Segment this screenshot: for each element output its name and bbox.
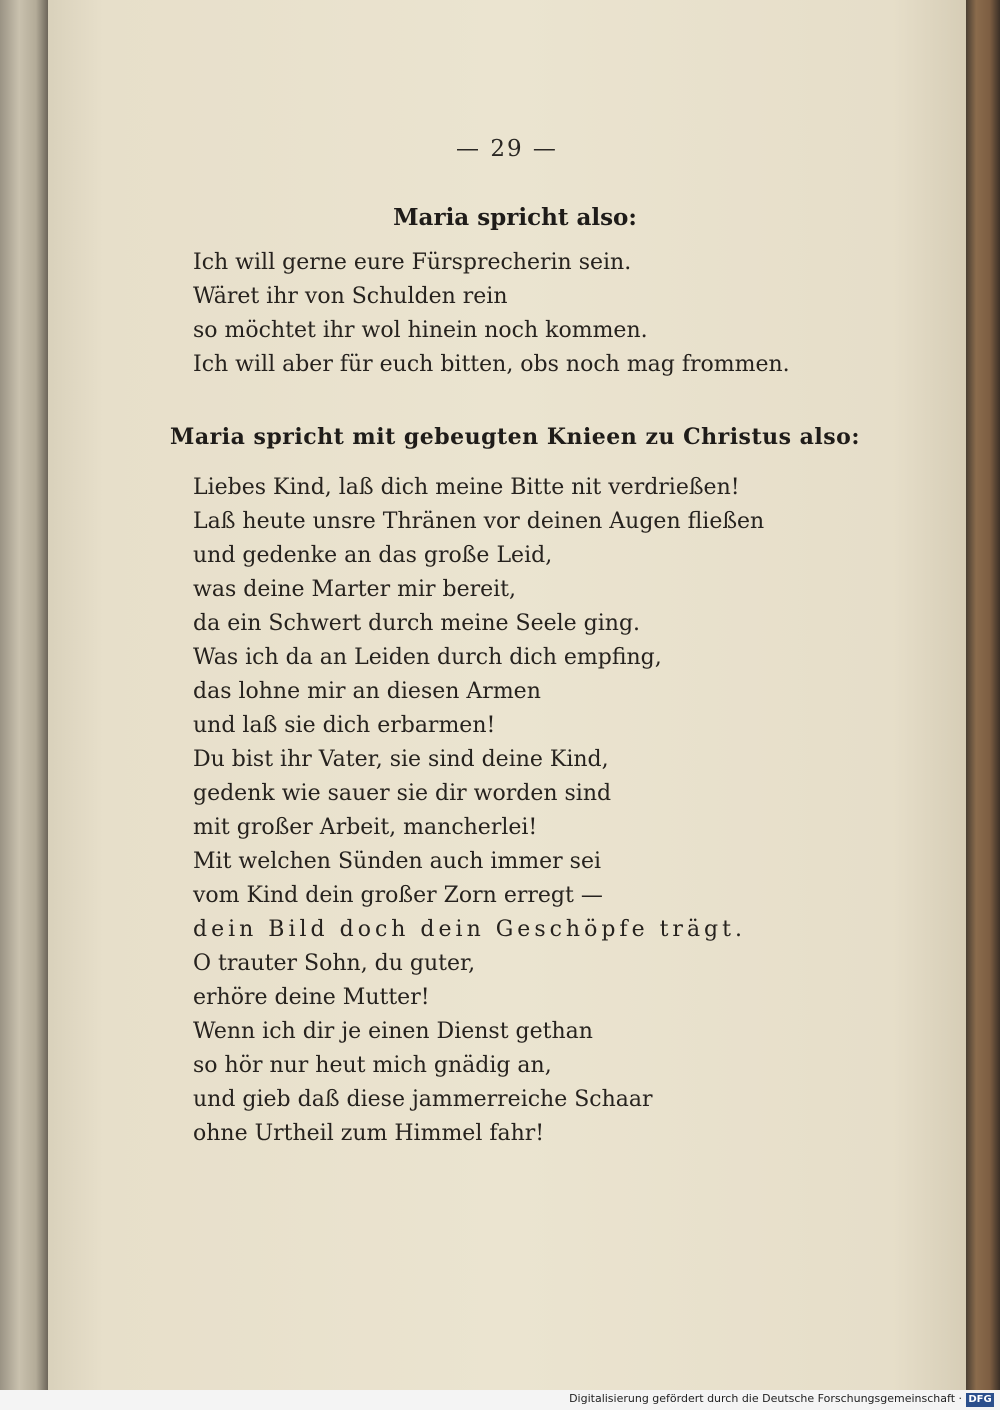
verse-line: Ich will aber für euch bitten, obs noch mag frommen. xyxy=(193,352,790,377)
verse-line: was deine Marter mir bereit, xyxy=(193,577,516,602)
dfg-logo-icon: DFG xyxy=(966,1393,994,1407)
verse-line: Wenn ich dir je einen Dienst gethan xyxy=(193,1019,593,1044)
verse-line: vom Kind dein großer Zorn erregt — xyxy=(193,883,603,908)
verse-line: Liebes Kind, laß dich meine Bitte nit verdrießen! xyxy=(193,475,740,500)
verse-line: so hör nur heut mich gnädig an, xyxy=(193,1053,552,1078)
verse-line: dein Bild doch dein Geschöpfe trägt. xyxy=(193,917,746,942)
verse-line: das lohne mir an diesen Armen xyxy=(193,679,541,704)
verse-line: mit großer Arbeit, mancherlei! xyxy=(193,815,538,840)
verse-line: Du bist ihr Vater, sie sind deine Kind, xyxy=(193,747,609,772)
book-page xyxy=(48,0,966,1390)
verse-line: so möchtet ihr wol hinein noch kommen. xyxy=(193,318,648,343)
verse-line: gedenk wie sauer sie dir worden sind xyxy=(193,781,612,806)
verse-line: Wäret ihr von Schulden rein xyxy=(193,284,508,309)
section-1-heading: Maria spricht also: xyxy=(393,204,637,231)
verse-line: Laß heute unsre Thränen vor deinen Augen fließen xyxy=(193,509,765,534)
page-number: — 29 — xyxy=(456,136,558,162)
verse-line: erhöre deine Mutter! xyxy=(193,985,430,1010)
verse-line: und laß sie dich erbarmen! xyxy=(193,713,496,738)
section-2-lines xyxy=(193,471,764,1151)
verse-line: Was ich da an Leiden durch dich empfing, xyxy=(193,645,662,670)
verse-line: O trauter Sohn, du guter, xyxy=(193,951,476,976)
digitization-footer xyxy=(0,1390,1000,1410)
section-1-lines xyxy=(193,246,790,382)
verse-line: und gedenke an das große Leid, xyxy=(193,543,553,568)
section-2-heading: Maria spricht mit gebeugten Knieen zu Christus also: xyxy=(170,424,860,450)
verse-line: Mit welchen Sünden auch immer sei xyxy=(193,849,602,874)
book-cover-edge xyxy=(966,0,1000,1390)
verse-line: Ich will gerne eure Fürsprecherin sein. xyxy=(193,250,632,275)
verse-line: und gieb daß diese jammerreiche Schaar xyxy=(193,1087,653,1112)
funding-credit: Digitalisierung gefördert durch die Deutsche Forschungsgemeinschaft · xyxy=(569,1392,962,1405)
left-page-edge xyxy=(0,0,48,1390)
verse-line: ohne Urtheil zum Himmel fahr! xyxy=(193,1121,545,1146)
verse-line: da ein Schwert durch meine Seele ging. xyxy=(193,611,641,636)
